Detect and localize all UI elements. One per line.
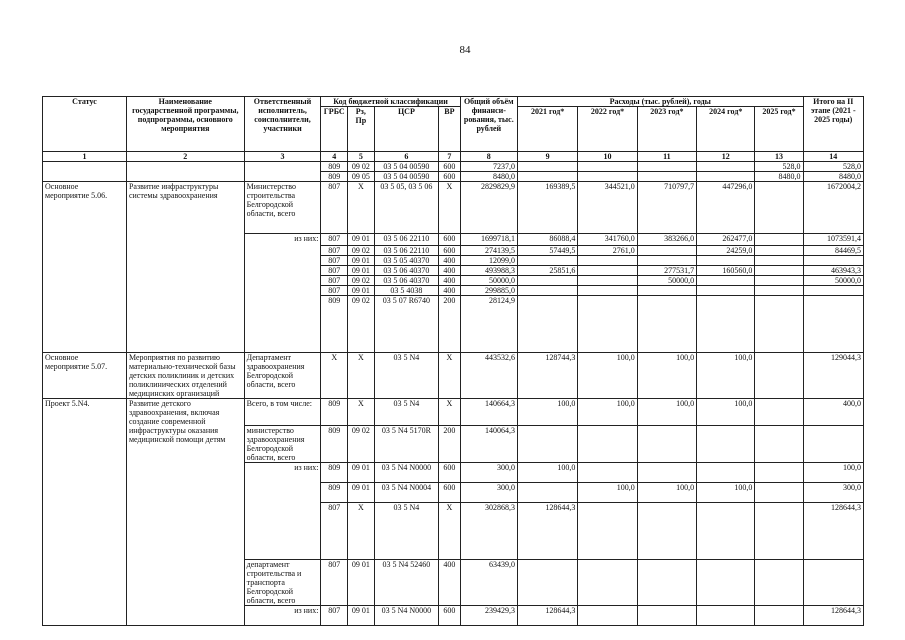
row-label: из них: (244, 234, 321, 353)
header-2024: 2024 год* (697, 107, 755, 152)
table-cell (517, 286, 577, 296)
column-number: 4 (321, 152, 348, 162)
table-cell (517, 296, 577, 353)
table-cell (697, 162, 755, 172)
table-cell: 03 5 04 00590 (374, 172, 438, 182)
table-cell: 100,0 (803, 463, 863, 483)
table-cell: 528,0 (755, 162, 803, 172)
table-cell: 8480,0 (755, 172, 803, 182)
header-status: Статус (43, 97, 127, 152)
table-cell: 50000,0 (460, 276, 517, 286)
table-cell: 302868,3 (460, 503, 517, 560)
table-cell (517, 276, 577, 286)
row-label: Развитие инфраструктуры системы здравоохранения (126, 182, 244, 353)
table-cell: 463943,3 (803, 266, 863, 276)
table-cell: 528,0 (803, 162, 863, 172)
table-cell: 03 5 N4 (374, 399, 438, 426)
table-cell (637, 426, 696, 463)
table-cell (755, 560, 803, 606)
table-cell (755, 483, 803, 503)
table-cell (578, 286, 637, 296)
row-label: Министерство строительства Белгородской области, всего (244, 182, 321, 234)
table-cell: 807 (321, 234, 348, 246)
table-cell (578, 560, 637, 606)
table-cell: 100,0 (637, 353, 696, 399)
table-cell: 300,0 (803, 483, 863, 503)
table-cell: 128644,3 (803, 606, 863, 626)
table-cell: 400 (439, 286, 461, 296)
table-cell: 807 (321, 560, 348, 606)
header-budget-code: Код бюджетной классификации (321, 97, 460, 107)
table-cell: 710797,7 (637, 182, 696, 234)
table-cell: 140664,3 (460, 399, 517, 426)
table-cell: 809 (321, 399, 348, 426)
table-cell: 493988,3 (460, 266, 517, 276)
header-rzpr: Рз, Пр (348, 107, 375, 152)
table-cell: Х (439, 353, 461, 399)
table-cell: 807 (321, 606, 348, 626)
table-cell (637, 296, 696, 353)
table-cell: 09 02 (348, 246, 375, 256)
column-number: 2 (126, 152, 244, 162)
table-cell (637, 286, 696, 296)
table-cell (755, 606, 803, 626)
table-cell: 443532,6 (460, 353, 517, 399)
column-number: 10 (578, 152, 637, 162)
table-cell: 600 (439, 172, 461, 182)
table-cell: 100,0 (517, 399, 577, 426)
table-cell: 200 (439, 296, 461, 353)
table-cell (578, 256, 637, 266)
table-cell (578, 503, 637, 560)
table-cell: 400,0 (803, 399, 863, 426)
row-label: департамент строительства и транспорта Белгородской области, всего (244, 560, 321, 606)
table-cell: Х (348, 182, 375, 234)
table-cell (755, 503, 803, 560)
table-cell: 7237,0 (460, 162, 517, 172)
table-cell: 128744,3 (517, 353, 577, 399)
table-cell: 03 5 06 40370 (374, 266, 438, 276)
table-cell (637, 256, 696, 266)
table-cell (637, 503, 696, 560)
header-csr: ЦСР (374, 107, 438, 152)
header-2022: 2022 год* (578, 107, 637, 152)
column-number: 8 (460, 152, 517, 162)
row-label: Проект 5.N4. (43, 399, 127, 626)
header-2021: 2021 год* (517, 107, 577, 152)
page-number: 84 (459, 44, 471, 56)
table-cell (697, 560, 755, 606)
table-cell (637, 560, 696, 606)
table-cell (697, 606, 755, 626)
table-cell (755, 276, 803, 286)
table-cell (578, 606, 637, 626)
header-total-funding: Общий объём финанси-рования, тыс. рублей (460, 97, 517, 152)
table-cell: 28124,9 (460, 296, 517, 353)
table-cell: 262477,0 (697, 234, 755, 246)
table-cell: 400 (439, 276, 461, 286)
table-cell: 1672004,2 (803, 182, 863, 234)
table-cell: 03 5 04 00590 (374, 162, 438, 172)
table-cell (517, 560, 577, 606)
table-cell: 03 5 N4 52460 (374, 560, 438, 606)
table-cell: 169389,5 (517, 182, 577, 234)
table-cell: 50000,0 (803, 276, 863, 286)
table-cell (755, 296, 803, 353)
row-label: Мероприятия по развитию материально-технической базы детских поликлиник и детских поликлинических отделений медицинских организаций (126, 353, 244, 399)
table-cell (697, 276, 755, 286)
table-cell (637, 172, 696, 182)
table-cell (697, 286, 755, 296)
table-cell: 600 (439, 246, 461, 256)
expenses-table (42, 96, 864, 626)
table-cell (517, 256, 577, 266)
row-label: из них: (244, 463, 321, 560)
table-row (43, 182, 864, 234)
header-expenses: Расходы (тыс. рублей), годы (517, 97, 803, 107)
table-cell (697, 256, 755, 266)
table-cell: 239429,3 (460, 606, 517, 626)
table-cell: Х (348, 399, 375, 426)
table-cell (803, 426, 863, 463)
column-number: 13 (755, 152, 803, 162)
table-cell: 03 5 06 22110 (374, 246, 438, 256)
table-cell: 1073591,4 (803, 234, 863, 246)
table-cell: 809 (321, 162, 348, 172)
table-cell: 200 (439, 426, 461, 463)
header-total-stage: Итого на II этапе (2021 - 2025 годы) (803, 97, 863, 152)
table-cell (578, 426, 637, 463)
table-cell (517, 172, 577, 182)
column-number: 7 (439, 152, 461, 162)
table-cell: Х (439, 182, 461, 234)
table-cell: 600 (439, 162, 461, 172)
column-number: 14 (803, 152, 863, 162)
table-cell: 03 5 4038 (374, 286, 438, 296)
table-cell: 86088,4 (517, 234, 577, 246)
table-cell: 341760,0 (578, 234, 637, 246)
table-cell: Х (321, 353, 348, 399)
table-cell: 50000,0 (637, 276, 696, 286)
table-row (43, 399, 864, 426)
table-cell: 100,0 (578, 353, 637, 399)
table-cell (578, 276, 637, 286)
table-cell: 09 01 (348, 234, 375, 246)
table-cell (517, 483, 577, 503)
table-cell (578, 162, 637, 172)
header-2023: 2023 год* (637, 107, 696, 152)
table-cell: 09 01 (348, 483, 375, 503)
table-cell: 09 02 (348, 426, 375, 463)
table-cell: 160560,0 (697, 266, 755, 276)
table-cell: 63439,0 (460, 560, 517, 606)
table-cell: 2829829,9 (460, 182, 517, 234)
table-cell: 600 (439, 234, 461, 246)
table-cell: 100,0 (637, 483, 696, 503)
table-cell (697, 296, 755, 353)
table-cell: 809 (321, 483, 348, 503)
table-cell (697, 503, 755, 560)
table-cell: 129044,3 (803, 353, 863, 399)
column-number: 5 (348, 152, 375, 162)
row-label: министерство здравоохранения Белгородской области, всего (244, 426, 321, 463)
table-cell: 09 01 (348, 560, 375, 606)
table-cell: 807 (321, 503, 348, 560)
table-cell (517, 426, 577, 463)
table-cell: 600 (439, 483, 461, 503)
table-cell: 274139,5 (460, 246, 517, 256)
table-cell: 809 (321, 172, 348, 182)
column-number: 6 (374, 152, 438, 162)
table-cell: 383266,0 (637, 234, 696, 246)
row-label: Развитие детского здравоохранения, включая создание современной инфраструктуры оказания медицинской помощи детям (126, 399, 244, 626)
table-cell: 447296,0 (697, 182, 755, 234)
table-cell (637, 162, 696, 172)
table-cell (803, 296, 863, 353)
table-row (43, 162, 864, 172)
table-cell: 400 (439, 266, 461, 276)
table-cell: 344521,0 (578, 182, 637, 234)
table-cell: 57449,5 (517, 246, 577, 256)
table-cell: 400 (439, 560, 461, 606)
table-cell (755, 266, 803, 276)
table-cell: 03 5 N4 N0000 (374, 606, 438, 626)
table-cell: 100,0 (517, 463, 577, 483)
table-row (43, 353, 864, 399)
table-cell (578, 266, 637, 276)
header-grbs: ГРБС (321, 107, 348, 152)
table-cell: 12099,0 (460, 256, 517, 266)
table-cell (755, 256, 803, 266)
table-cell: 03 5 06 22110 (374, 234, 438, 246)
header-responsible: Ответственный исполнитель, соисполнители, участники (244, 97, 321, 152)
table-cell: 100,0 (578, 483, 637, 503)
table-cell: 03 5 N4 (374, 503, 438, 560)
row-label (126, 162, 244, 182)
table-cell: 100,0 (697, 483, 755, 503)
table-cell: 809 (321, 463, 348, 483)
table-cell: 140064,3 (460, 426, 517, 463)
header-vr: ВР (439, 107, 461, 152)
table-cell: 1699718,1 (460, 234, 517, 246)
row-label: из них: (244, 606, 321, 626)
table-cell (803, 256, 863, 266)
row-label: Департамент здравоохранения Белгородской области, всего (244, 353, 321, 399)
table-cell: 300,0 (460, 463, 517, 483)
table-cell: 100,0 (578, 399, 637, 426)
table-cell: Х (348, 503, 375, 560)
table-cell (755, 234, 803, 246)
table-cell: 277531,7 (637, 266, 696, 276)
table-cell: 8480,0 (803, 172, 863, 182)
table-cell (578, 463, 637, 483)
table-cell: 09 05 (348, 172, 375, 182)
table-cell (755, 353, 803, 399)
row-label: Основное мероприятие 5.06. (43, 182, 127, 353)
table-cell: 128644,3 (803, 503, 863, 560)
table-cell (637, 606, 696, 626)
column-number: 12 (697, 152, 755, 162)
table-cell: 100,0 (697, 353, 755, 399)
table-cell: 807 (321, 182, 348, 234)
table-cell (803, 286, 863, 296)
row-label (244, 162, 321, 182)
table-cell: 09 01 (348, 256, 375, 266)
table-cell: 807 (321, 246, 348, 256)
table-cell: 128644,3 (517, 606, 577, 626)
table-cell: 09 01 (348, 463, 375, 483)
column-number: 11 (637, 152, 696, 162)
table-cell: 8480,0 (460, 172, 517, 182)
table-cell (755, 182, 803, 234)
table-cell: 299885,0 (460, 286, 517, 296)
table-cell (755, 246, 803, 256)
table-cell: 2761,0 (578, 246, 637, 256)
table-cell (755, 426, 803, 463)
table-cell: 300,0 (460, 483, 517, 503)
table-cell: 09 02 (348, 276, 375, 286)
table-cell (637, 463, 696, 483)
table-cell: 600 (439, 463, 461, 483)
table-cell (697, 172, 755, 182)
table-cell: 03 5 05 40370 (374, 256, 438, 266)
table-cell: 25851,6 (517, 266, 577, 276)
table-cell: 809 (321, 426, 348, 463)
row-label: Всего, в том числе: (244, 399, 321, 426)
table-cell: 128644,3 (517, 503, 577, 560)
table-cell: 100,0 (697, 399, 755, 426)
table-cell: 03 5 07 R6740 (374, 296, 438, 353)
table-cell: 03 5 N4 5170R (374, 426, 438, 463)
table-cell: 03 5 N4 (374, 353, 438, 399)
table-cell (755, 286, 803, 296)
table-cell: 09 01 (348, 286, 375, 296)
column-numbers-row (43, 152, 864, 162)
table-cell (637, 246, 696, 256)
table-cell: 03 5 N4 N0004 (374, 483, 438, 503)
column-number: 1 (43, 152, 127, 162)
table-cell (755, 463, 803, 483)
header-name: Наименование государственной программы, подпрограммы, основного мероприятия (126, 97, 244, 152)
table-cell: 807 (321, 276, 348, 286)
table-cell: 03 5 05, 03 5 06 (374, 182, 438, 234)
table-cell: 807 (321, 256, 348, 266)
table-cell: 09 02 (348, 162, 375, 172)
table-cell: Х (439, 399, 461, 426)
table-cell: 03 5 N4 N0000 (374, 463, 438, 483)
table-cell: 03 5 06 40370 (374, 276, 438, 286)
table-cell: Х (439, 503, 461, 560)
table-cell (697, 426, 755, 463)
table-cell: Х (348, 353, 375, 399)
table-cell: 24259,0 (697, 246, 755, 256)
table-cell (578, 172, 637, 182)
table-cell: 09 02 (348, 296, 375, 353)
table-cell: 09 01 (348, 266, 375, 276)
header-2025: 2025 год* (755, 107, 803, 152)
table-cell: 400 (439, 256, 461, 266)
column-number: 3 (244, 152, 321, 162)
table-cell: 809 (321, 296, 348, 353)
table-cell: 807 (321, 266, 348, 276)
table-cell (697, 463, 755, 483)
table-cell: 807 (321, 286, 348, 296)
column-number: 9 (517, 152, 577, 162)
table-cell (803, 560, 863, 606)
table-cell: 84469,5 (803, 246, 863, 256)
table-cell (755, 399, 803, 426)
table-cell (517, 162, 577, 172)
row-label (43, 162, 127, 182)
table-cell: 09 01 (348, 606, 375, 626)
table-cell: 600 (439, 606, 461, 626)
row-label: Основное мероприятие 5.07. (43, 353, 127, 399)
table-cell (578, 296, 637, 353)
table-cell: 100,0 (637, 399, 696, 426)
